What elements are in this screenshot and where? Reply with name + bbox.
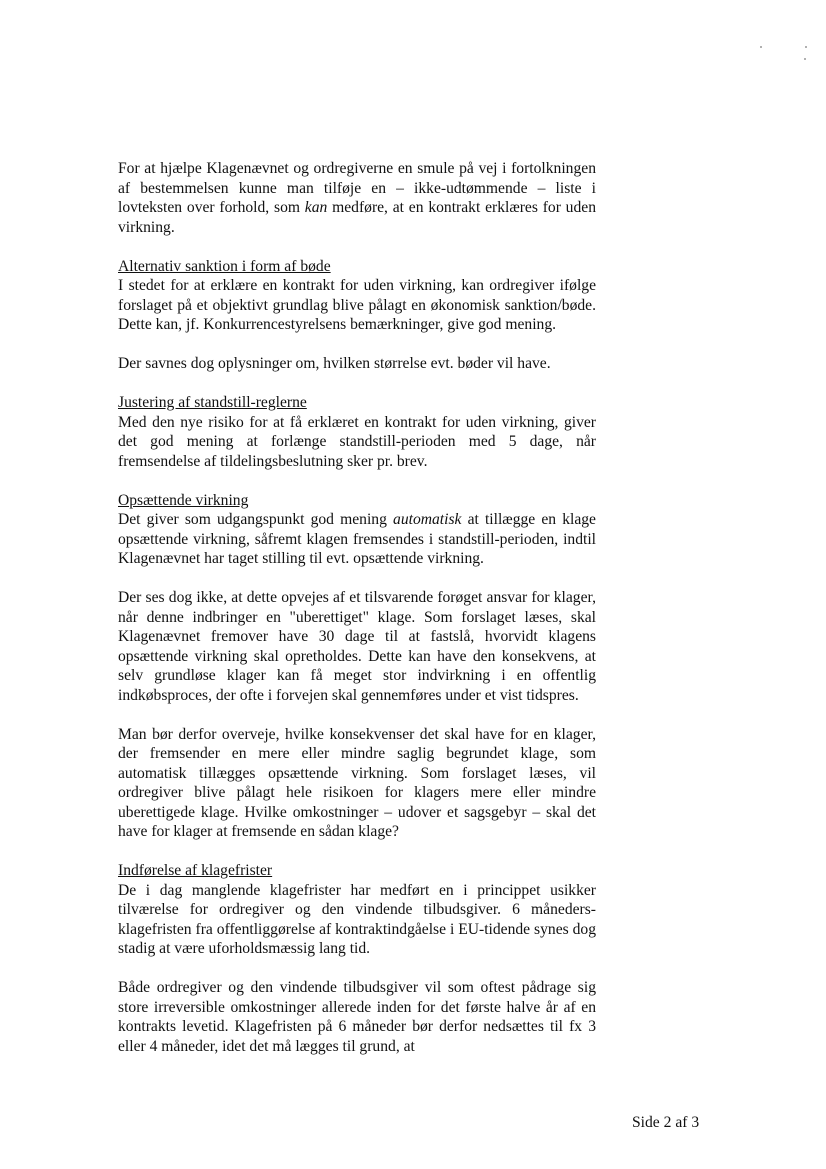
scan-speck [805,46,807,48]
paragraph-text: For at hjælpe Klagenævnet og ordregiverne en smule på vej i fortolkningen af bestemmelsen kunne man tilføje en – ikke-udtømmende – liste i lovteksten over forhold, som [118,160,596,216]
paragraph [118,354,596,374]
section-heading: Alternativ sanktion i form af bøde [118,257,331,275]
section-heading: Justering af standstill-reglerne [118,394,307,411]
section-heading: Opsættende virkning [118,491,249,509]
paragraph [118,159,596,237]
section-body [118,510,596,569]
paragraph [118,725,596,842]
emphasis-text: automatisk [393,511,462,528]
section-body: I stedet for at erklære en kontrakt for uden virkning, kan ordregiver ifølge forslaget på et objektivt grundlag blive pålagt en økonomisk sanktion/bøde. Dette kan, jf. Konkurrencestyrelsens bemærkninger, give god mening. [118,277,596,333]
section [118,861,596,959]
emphasis-text: kan [304,199,328,216]
paragraph [118,978,596,1056]
page-number: Side 2 af 3 [632,1114,700,1131]
section [118,257,596,335]
section [118,393,596,471]
paragraph-text: medføre, at en kontrakt erklæres for uden virkning. [118,199,596,236]
scan-speck [760,46,762,48]
paragraph-text: Der savnes dog oplysninger om, hvilken størrelse evt. bøder vil have. [118,355,551,372]
section-heading: Indførelse af klagefrister [118,862,273,879]
paragraph-text: at tillægge en klage opsættende virkning, såfremt klagen fremsendes i standstill-perioden, indtil Klagenævnet har taget stilling til evt. opsættende virkning. [118,511,596,567]
paragraph-text: Det giver som udgangspunkt god mening [118,511,394,528]
paragraph-text: Der ses dog ikke, at dette opvejes af et tilsvarende forøget ansvar for klager, når denne indbringer en "uberettiget" klage. Som forslaget læses, skal Klagenævnet fremover have 30 dage til at fastslå, hvorvidt klagens opsættende virkning skal opretholdes. Dette kan have den konsekvens, at selv grundløse klager kan få meget stor indvirkning i en offentlig indkøbsproces, der ofte i forvejen skal gennemføres under et vist tidspres. [118,589,596,704]
document-body [118,159,596,1076]
section [118,491,596,569]
paragraph-text: Både ordregiver og den vindende tilbudsgiver vil som oftest pådrage sig store irreversible omkostninger allerede inden for det første halve år af en kontrakts levetid. Klagefristen på 6 måneder bør derfor nedsættes til fx 3 eller 4 måneder, idet det må lægges til grund, at [118,979,596,1055]
section-body: De i dag manglende klagefrister har medført en i princippet usikker tilværelse for ordregiver og den vindende tilbudsgiver. 6 måneders-klagefristen fra offentliggørelse af kontraktindgåelse i EU-tidende synes dog stadig at være uforholdsmæssig lang tid. [118,881,596,957]
scan-speck [804,58,806,60]
paragraph-text: Man bør derfor overveje, hvilke konsekvenser det skal have for en klager, der fremsender en mere eller mindre saglig begrundet klage, som automatisk tillægges opsættende virkning. Som forslaget læses, vil ordregiver blive pålagt hele risikoen for klagers mere eller mindre uberettigede klage. Hvilke omkostninger – udover et sagsgebyr – skal det have for klager at fremsende en sådan klage? [118,725,596,840]
paragraph [118,588,596,705]
section-body: Med den nye risiko for at få erklæret en kontrakt for uden virkning, giver det god mening at forlænge standstill-perioden med 5 dage, når fremsendelse af tildelingsbeslutning sker pr. brev. [118,413,596,470]
